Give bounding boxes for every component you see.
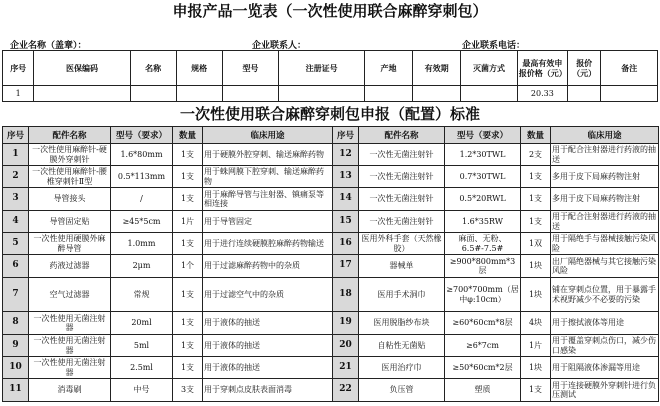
model-spec: 0.5*20RWL — [445, 188, 521, 211]
clinical-use: 用于硬膜外腔穿刺、输送麻醉药物 — [203, 144, 333, 166]
quantity: 1支 — [521, 379, 551, 402]
row-number: 16 — [333, 233, 359, 255]
header-cell: 临床用途 — [551, 127, 659, 144]
header-cell: 配件名称 — [29, 127, 111, 144]
clinical-use: 用于过滤空气中的杂质 — [203, 278, 333, 312]
table-row — [3, 278, 659, 312]
model-spec: 1.6*35RW — [445, 211, 521, 233]
model-spec: 常规 — [111, 278, 173, 312]
row-number: 15 — [333, 211, 359, 233]
header-cell: 序号 — [3, 51, 34, 86]
clinical-use: 用于导管固定 — [203, 211, 333, 233]
model-spec: 塑质 — [445, 379, 521, 402]
config-table-body — [3, 144, 659, 402]
config-standard-title: 一次性使用联合麻醉穿刺包申报（配置）标准 — [179, 105, 480, 123]
header-cell: 有效期 — [413, 51, 461, 86]
clinical-use: 用于穿刺点皮肤表面消毒 — [203, 379, 333, 402]
quantity: 1个 — [173, 255, 203, 278]
quantity: 1支 — [173, 357, 203, 379]
part-name: 自粘性无菌贴 — [359, 335, 445, 357]
quantity: 1支 — [521, 211, 551, 233]
model-spec: ≥50*60cm*2层 — [445, 357, 521, 379]
part-name: 一次性使用无菌注射器 — [29, 335, 111, 357]
part-name: 医用外科手套（天然橡胶） — [359, 233, 445, 255]
row-number: 19 — [333, 312, 359, 335]
row-number: 3 — [3, 188, 29, 211]
part-name: 一次性无菌注射针 — [359, 144, 445, 166]
quantity: 1支 — [173, 233, 203, 255]
part-name: 消毒刷 — [29, 379, 111, 402]
quantity: 1片 — [173, 211, 203, 233]
clinical-use: 多用于皮下局麻药物注射 — [551, 166, 659, 188]
row-number: 20 — [333, 335, 359, 357]
clinical-use: 用于阻隔液体渗漏等用途 — [551, 357, 659, 379]
table-cell: 20.33 — [517, 86, 567, 102]
table-cell — [176, 86, 222, 102]
clinical-use: 用于液体的抽送 — [203, 357, 333, 379]
quantity: 1支 — [521, 188, 551, 211]
table-row — [3, 357, 659, 379]
header-cell: 临床用途 — [203, 127, 333, 144]
row-number: 11 — [3, 379, 29, 402]
row-number: 17 — [333, 255, 359, 278]
model-spec: 麻面、无粉、6.5#-7.5# — [445, 233, 521, 255]
header-cell: 序号 — [333, 127, 359, 144]
header-cell: 产地 — [364, 51, 412, 86]
model-spec: 0.5*113mm — [111, 166, 173, 188]
clinical-use: 用于过滤麻醉药物中的杂质 — [203, 255, 333, 278]
part-name: 一次性使用无菌注射器 — [29, 357, 111, 379]
quantity: 2支 — [521, 144, 551, 166]
quantity: 1块 — [521, 357, 551, 379]
table-cell — [413, 86, 461, 102]
header-cell: 型号（要求） — [111, 127, 173, 144]
quantity: 1支 — [521, 166, 551, 188]
header-cell: 序号 — [3, 127, 29, 144]
model-spec: 5ml — [111, 335, 173, 357]
model-spec: 2μm — [111, 255, 173, 278]
contact-person-label: 企业联系人： — [252, 41, 307, 51]
table-row — [3, 144, 659, 166]
quantity: 1片 — [521, 335, 551, 357]
table-cell — [461, 86, 518, 102]
model-spec: 1.2*30TWL — [445, 144, 521, 166]
header-cell: 最高有效申报价格（元） — [517, 51, 567, 86]
row-number: 7 — [3, 278, 29, 312]
part-name: 一次性使用硬膜外麻醉导管 — [29, 233, 111, 255]
model-spec: ≥700*700mm（居中φ:10cm） — [445, 278, 521, 312]
part-name: 一次性无菌注射针 — [359, 211, 445, 233]
clinical-use: 出厂隔绝器械与其它接触污染风险 — [551, 255, 659, 278]
quantity: 1块 — [521, 278, 551, 312]
row-number: 6 — [3, 255, 29, 278]
header-cell: 型号（要求） — [445, 127, 521, 144]
clinical-use: 多用于皮下局麻药物注射 — [551, 188, 659, 211]
product-list-table — [2, 50, 658, 102]
row-number: 1 — [3, 144, 29, 166]
clinical-use: 用于液体的抽送 — [203, 335, 333, 357]
header-cell: 型号 — [222, 51, 279, 86]
row-number: 13 — [333, 166, 359, 188]
quantity: 1支 — [173, 144, 203, 166]
quantity: 3支 — [173, 379, 203, 402]
model-spec: 1.6*80mm — [111, 144, 173, 166]
header-cell: 备注 — [601, 51, 658, 86]
table-row — [3, 86, 658, 102]
clinical-use: 铺在穿刺点位置，用于暴露手术视野减少不必要的污染 — [551, 278, 659, 312]
row-number: 18 — [333, 278, 359, 312]
quantity: 1支 — [173, 278, 203, 312]
row-number: 9 — [3, 335, 29, 357]
row-number: 2 — [3, 166, 29, 188]
quantity: 1支 — [173, 335, 203, 357]
model-spec: ≥60*60cm*8层 — [445, 312, 521, 335]
quantity: 1支 — [173, 312, 203, 335]
model-spec: ≥45*5cm — [111, 211, 173, 233]
model-spec: 20ml — [111, 312, 173, 335]
header-cell: 医保编码 — [34, 51, 130, 86]
clinical-use: 用于覆盖穿刺点伤口，减少伤口感染 — [551, 335, 659, 357]
part-name: 一次性无菌注射针 — [359, 188, 445, 211]
part-name: 一次性无菌注射针 — [359, 166, 445, 188]
quantity: 1双 — [521, 233, 551, 255]
model-spec: 1.0mm — [111, 233, 173, 255]
row-number: 22 — [333, 379, 359, 402]
table-cell — [222, 86, 279, 102]
contact-phone-label: 企业联系电话： — [462, 41, 526, 51]
model-spec: 2.5ml — [111, 357, 173, 379]
table-cell — [567, 86, 600, 102]
row-number: 12 — [333, 144, 359, 166]
part-name: 医用脱脂纱布块 — [359, 312, 445, 335]
part-name: 导管固定贴 — [29, 211, 111, 233]
clinical-use: 用于擦拭液体等用途 — [551, 312, 659, 335]
header-cell: 配件名称 — [359, 127, 445, 144]
quantity: 1支 — [173, 188, 203, 211]
header-cell: 数量 — [521, 127, 551, 144]
clinical-use: 用于连接硬膜外穿刺针进行负压测试 — [551, 379, 659, 402]
header-cell: 报价（元） — [567, 51, 600, 86]
model-spec: 0.7*30TWL — [445, 166, 521, 188]
config-table-header — [3, 127, 659, 144]
header-cell: 名称 — [130, 51, 176, 86]
company-name-label: 企业名称（盖章）： — [10, 41, 87, 51]
clinical-use: 用于隔绝手与器械接触污染风险 — [551, 233, 659, 255]
clinical-use: 用于液体的抽送 — [203, 312, 333, 335]
page-title: 申报产品一览表（一次性使用联合麻醉穿刺包） — [172, 2, 488, 20]
part-name: 器械单 — [359, 255, 445, 278]
part-name: 药液过滤器 — [29, 255, 111, 278]
row-number: 21 — [333, 357, 359, 379]
header-cell: 数量 — [173, 127, 203, 144]
part-name: 一次性使用无菌注射器 — [29, 312, 111, 335]
header-cell: 灭菌方式 — [461, 51, 518, 86]
quantity: 1块 — [521, 255, 551, 278]
table-row — [3, 312, 659, 335]
part-name: 负压管 — [359, 379, 445, 402]
table-row — [3, 188, 659, 211]
table-row — [3, 211, 659, 233]
quantity: 1支 — [173, 166, 203, 188]
table-cell — [34, 86, 130, 102]
row-number: 5 — [3, 233, 29, 255]
header-cell: 规格 — [176, 51, 222, 86]
clinical-use: 用于进行连续硬膜腔麻醉药物输送 — [203, 233, 333, 255]
part-name: 一次性使用麻醉针-硬膜外穿刺针 — [29, 144, 111, 166]
model-spec: 中号 — [111, 379, 173, 402]
config-standard-table — [2, 126, 659, 402]
part-name: 空气过滤器 — [29, 278, 111, 312]
row-number: 14 — [333, 188, 359, 211]
quantity: 4块 — [521, 312, 551, 335]
product-table-header — [3, 51, 658, 86]
table-cell: 1 — [3, 86, 34, 102]
header-cell: 注册证号 — [279, 51, 365, 86]
model-spec: ≥900*800mm*3层 — [445, 255, 521, 278]
table-row — [3, 335, 659, 357]
part-name: 一次性使用麻醉针-腰椎穿刺针Ⅱ型 — [29, 166, 111, 188]
table-row — [3, 255, 659, 278]
model-spec: / — [111, 188, 173, 211]
clinical-use: 用于配合注射器进行药液的抽送 — [551, 211, 659, 233]
row-number: 10 — [3, 357, 29, 379]
row-number: 4 — [3, 211, 29, 233]
clinical-use: 用于配合注射器进行药液的抽送 — [551, 144, 659, 166]
table-row — [3, 379, 659, 402]
table-cell — [364, 86, 412, 102]
part-name: 导管接头 — [29, 188, 111, 211]
table-row — [3, 233, 659, 255]
model-spec: ≥6*7cm — [445, 335, 521, 357]
clinical-use: 用于蛛网膜下腔穿刺、输送麻醉药物 — [203, 166, 333, 188]
row-number: 8 — [3, 312, 29, 335]
part-name: 医用治疗巾 — [359, 357, 445, 379]
table-row — [3, 166, 659, 188]
table-cell — [130, 86, 176, 102]
table-cell — [279, 86, 365, 102]
table-cell — [601, 86, 658, 102]
clinical-use: 用于麻醉导管与注射器、镇痛泵等相连接 — [203, 188, 333, 211]
part-name: 医用手术洞巾 — [359, 278, 445, 312]
